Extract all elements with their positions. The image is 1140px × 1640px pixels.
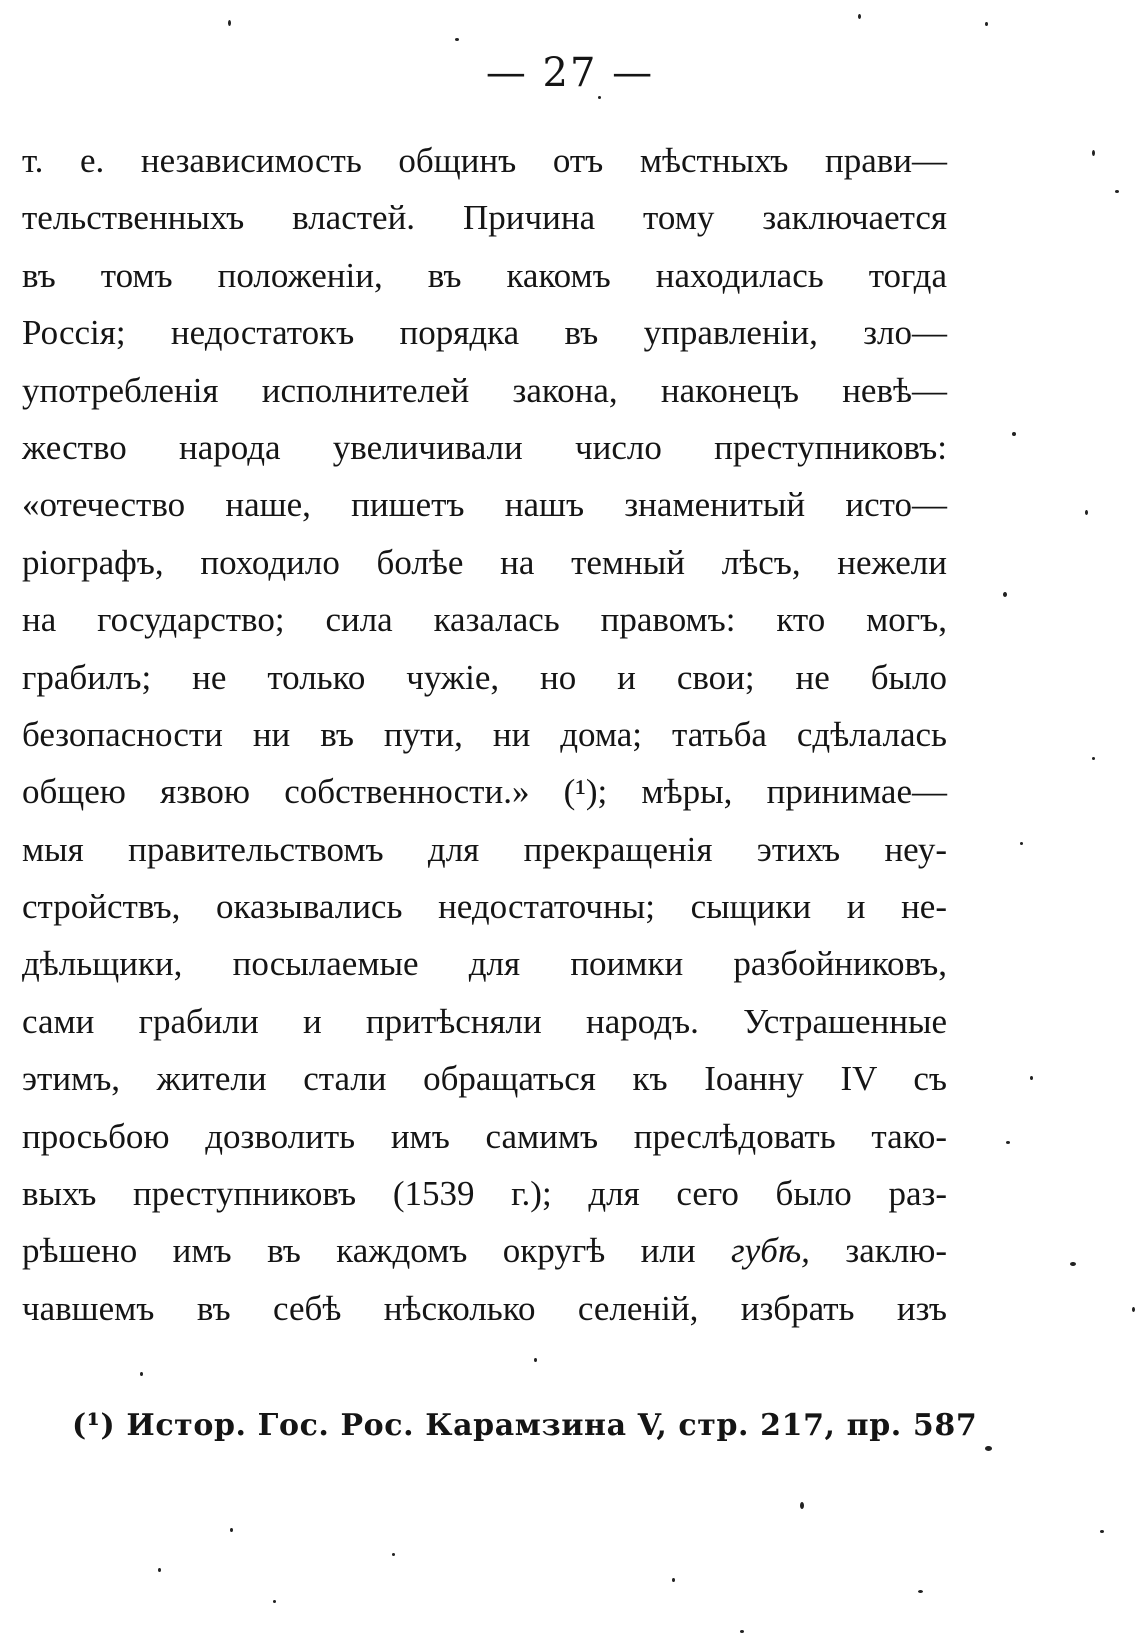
scan-speck [158,1568,161,1572]
text-line: грабилъ; не только чужіе, но и свои; не было [22,657,947,697]
text-line: жество народа увеличивали число преступниковъ: [22,427,947,467]
text-line: «отечество наше, пишетъ нашъ знаменитый исто— [22,485,947,525]
scan-speck [1092,757,1095,760]
text-line: безопасности ни въ пути, ни дома; татьба сдѣлалась [22,714,947,754]
scan-speck [1100,1530,1104,1533]
scan-speck [1070,1262,1076,1266]
line-part: заклю- [809,1231,947,1271]
text-line: Россія; недостатокъ порядка въ управленіи, зло— [22,313,947,353]
text-line: въ томъ положеніи, въ какомъ находилась тогда [22,255,947,295]
text-line-with-italic [22,1222,947,1279]
text-line: общею язвою собственности.» (¹); мѣры, принимае— [22,772,947,812]
text-line: этимъ, жители стали обращаться къ Іоанну IV съ [22,1059,947,1099]
text-line: чавшемъ въ себѣ нѣсколько селеній, избрать изъ [22,1288,947,1328]
text-line: употребленія исполнителей закона, наконецъ невѣ— [22,370,947,410]
text-line: дѣльщики, посылаемые для поимки разбойниковъ, [22,944,947,984]
scan-speck [672,1578,675,1582]
scan-speck [1115,190,1119,193]
scan-speck [228,20,231,26]
scan-speck [534,1358,537,1362]
scan-speck [230,1528,233,1532]
scan-speck [1006,1141,1010,1144]
scan-speck [800,1502,804,1509]
text-line: выхъ преступниковъ (1539 г.); для сего было раз- [22,1174,947,1214]
page-number: — 27 — [485,50,655,96]
scan-speck [1092,150,1095,156]
italic-term: губѣ, [731,1231,810,1271]
text-line: на государство; сила казалась правомъ: кто могъ, [22,600,947,640]
scan-speck [1020,842,1023,845]
scan-speck [140,1372,143,1376]
footnote: (¹) Истор. Гос. Рос. Карамзина V, стр. 217, пр. 587 [72,1408,978,1443]
scan-speck [918,1590,923,1593]
text-line: тельственныхъ властей. Причина тому заключается [22,198,947,238]
scan-speck [392,1553,395,1556]
body-text [22,132,947,1337]
text-line: мыя правительствомъ для прекращенія этихъ неу- [22,829,947,869]
scan-speck [858,14,861,19]
scan-speck [985,1446,992,1451]
scan-speck [1132,1307,1135,1312]
scan-speck [455,38,459,41]
scan-speck [1030,1076,1033,1080]
text-line: просьбою дозволить имъ самимъ преслѣдовать тако- [22,1116,947,1156]
scan-speck [1012,432,1016,436]
text-line: т. е. независимость общинъ отъ мѣстныхъ прави— [22,141,947,180]
scan-speck [598,96,601,99]
scan-speck [740,1630,744,1633]
text-line: ріографъ, походило болѣе на темный лѣсъ, нежели [22,542,947,582]
text-line: сами грабили и притѣсняли народъ. Устрашенные [22,1001,947,1041]
line-part: рѣшено имъ въ каждомъ округѣ или [22,1231,732,1271]
scan-speck [1085,510,1088,515]
scan-speck [985,22,988,26]
text-line: стройствъ, оказывались недостаточны; сыщики и не- [22,887,947,927]
scan-speck [1003,592,1007,597]
scan-speck [273,1600,276,1603]
